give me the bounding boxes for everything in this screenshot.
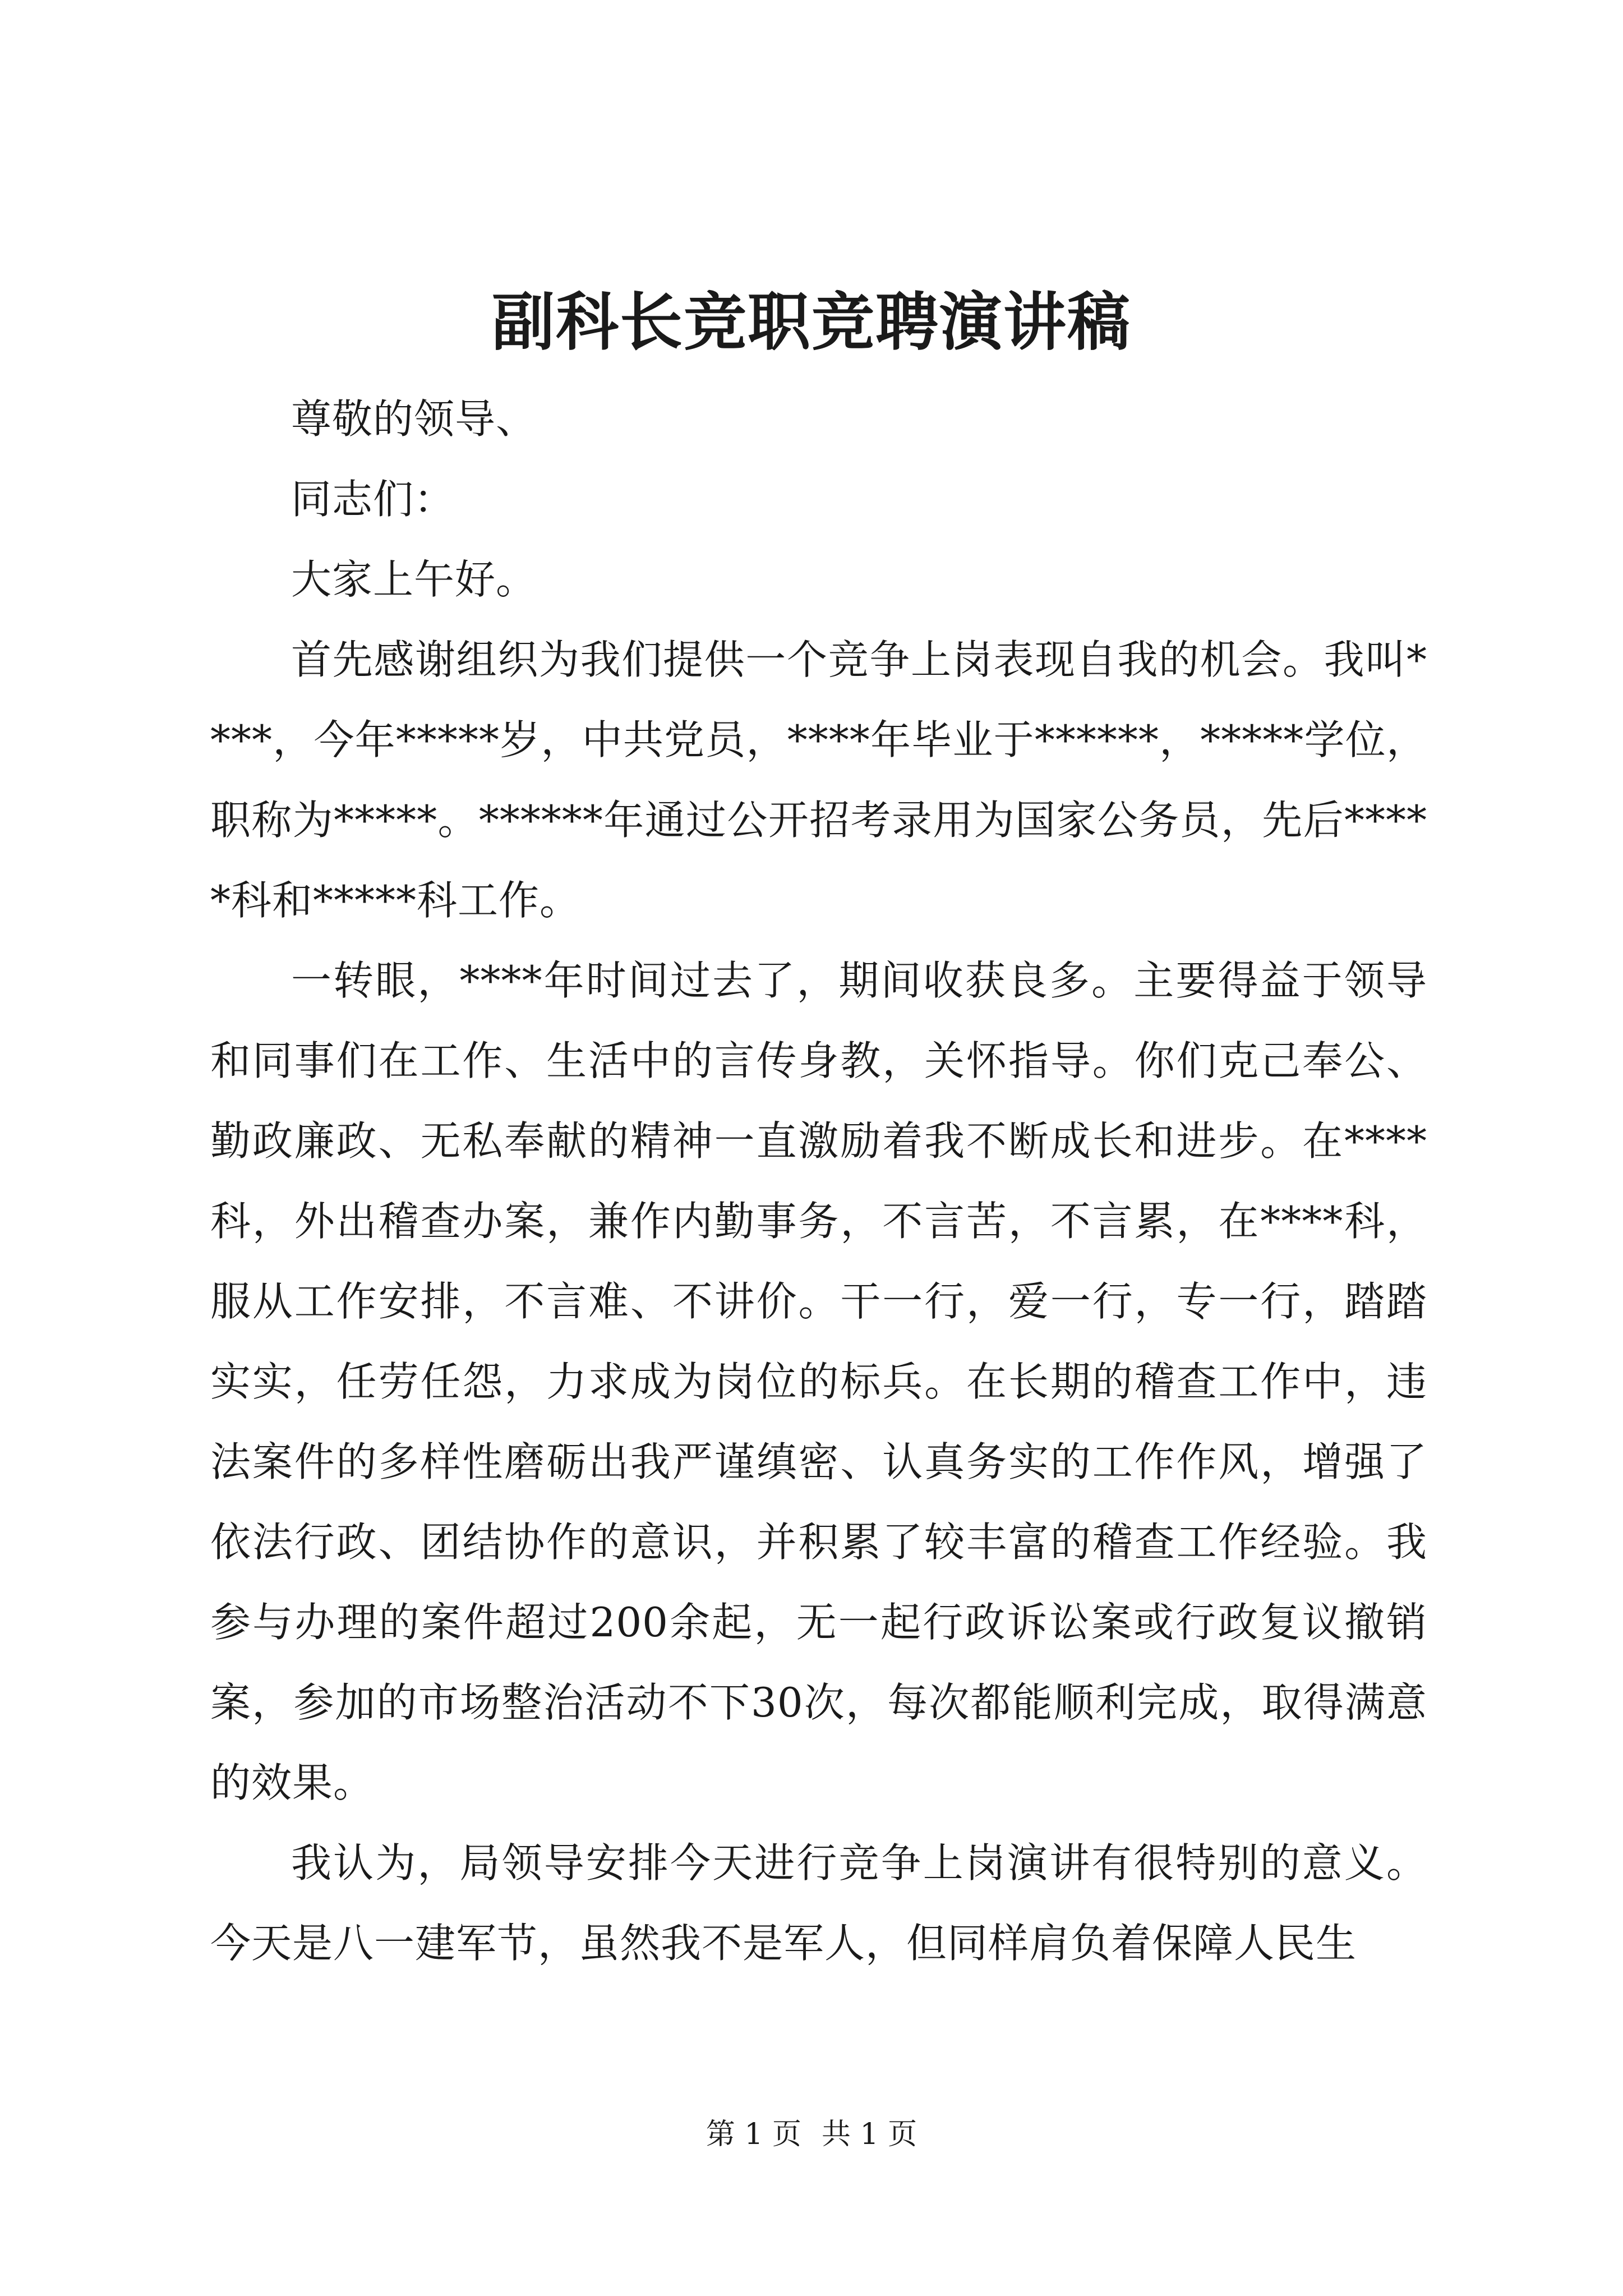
paragraph-salutation-1: 尊敬的领导、 — [291, 395, 537, 443]
page-total: 共 1 页 — [822, 2118, 917, 2151]
page-number: 第 1 页 — [706, 2118, 801, 2151]
document-body — [210, 379, 1427, 1984]
paragraph-introduction: 首先感谢组织为我们提供一个竞争上岗表现自我的机会。我叫****，今年*****岁，中共党员，****年毕业于******，*****学位，职称为*****。******年通过公开招考录用为国家公务员，先后*****科和*****科工作。 — [210, 636, 1427, 924]
paragraph-experience: 一转眼，****年时间过去了，期间收获良多。主要得益于领导和同事们在工作、生活中的言传身教，关怀指导。你们克己奉公、勤政廉政、无私奉献的精神一直激励着我不断成长和进步。在****科，外出稽查办案，兼作内勤事务，不言苦，不言累，在****科，服从工作安排，不言难、不讲价。干一行，爱一行，专一行，踏踏实实，任劳任怨，力求成为岗位的标兵。在长期的稽查工作中，违法案件的多样性磨砺出我严谨缜密、认真务实的工作作风，增强了依法行政、团结协作的意识，并积累了较丰富的稽查工作经验。我参与办理的案件超过200余起，无一起行政诉讼案或行政复议撤销案，参加的市场整治活动不下30次，每次都能顺利完成，取得满意的效果。 — [210, 957, 1427, 1806]
paragraph-salutation-2: 同志们： — [291, 476, 455, 523]
paragraph-greeting: 大家上午好。 — [291, 556, 537, 603]
document-title: 副科长竞职竞聘演讲稿 — [492, 286, 1131, 359]
paragraph-significance: 我认为，局领导安排今天进行竞争上岗演讲有很特别的意义。今天是八一建军节，虽然我不是军人，但同样肩负着保障人民生 — [210, 1839, 1427, 1967]
page-footer — [0, 2115, 1623, 2154]
